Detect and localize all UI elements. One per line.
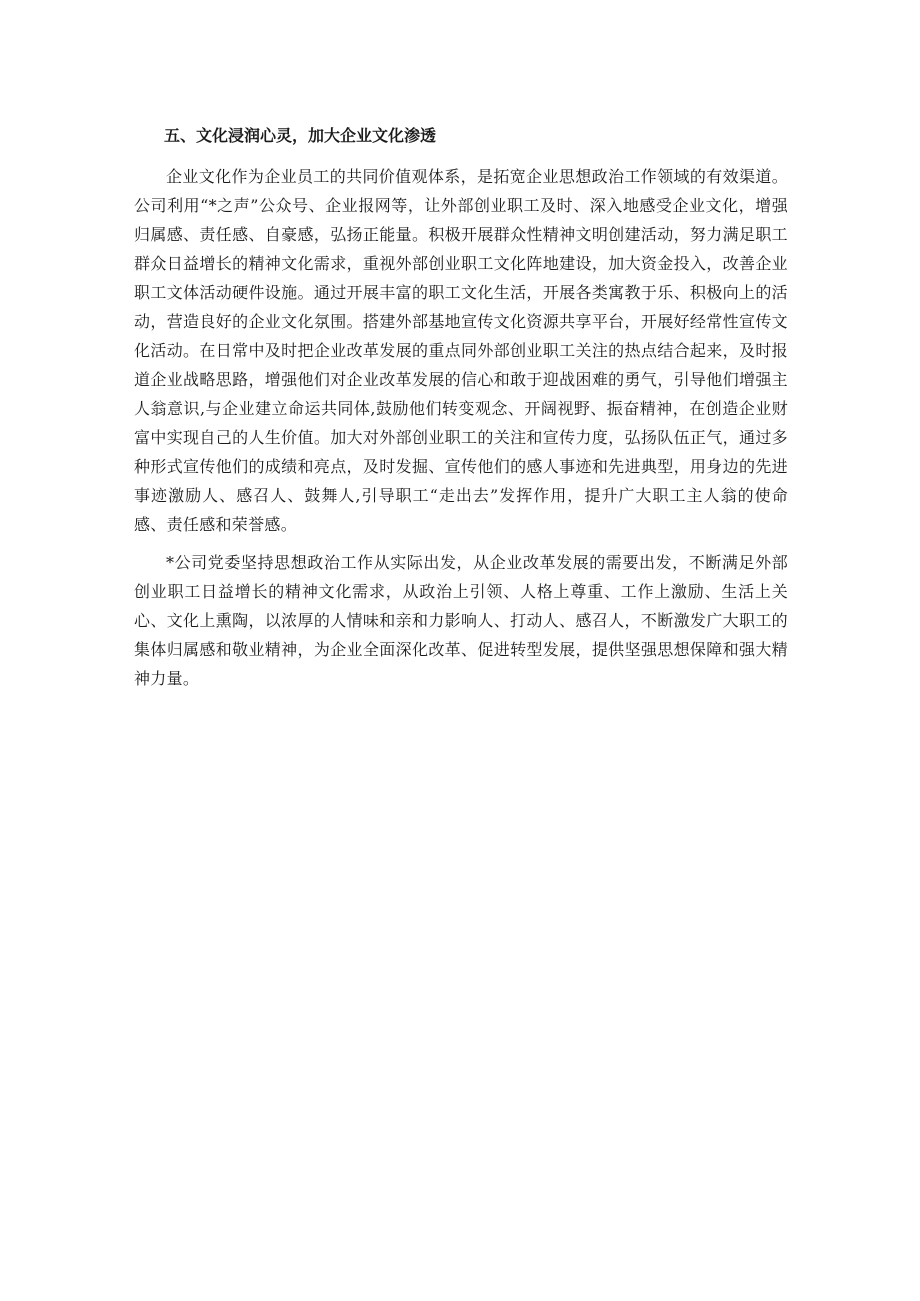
paragraph-corporate-culture: 企业文化作为企业员工的共同价值观体系，是拓宽企业思想政治工作领域的有效渠道。公司利用“*之声”公众号、企业报网等，让外部创业职工及时、深入地感受企业文化，增强归属感、责任感、自豪感，弘扬正能量。积极开展群众性精神文明创建活动，努力满足职工群众日益增长的精神文化需求，重视外部创业职工文化阵地建设，加大资金投入，改善企业职工文体活动硬件设施。通过开展丰富的职工文化生活，开展各类寓教于乐、积极向上的活动，营造良好的企业文化氛围。搭建外部基地宣传文化资源共享平台，开展好经常性宣传文化活动。在日常中及时把企业改革发展的重点同外部创业职工关注的热点结合起来，及时报道企业战略思路，增强他们对企业改革发展的信心和敢于迎战困难的勇气，引导他们增强主人翁意识,与企业建立命运共同体,鼓励他们转变观念、开阔视野、振奋精神，在创造企业财富中实现自己的人生价值。加大对外部创业职工的关注和宣传力度，弘扬队伍正气，通过多种形式宣传他们的成绩和亮点，及时发掘、宣传他们的感人事迹和先进典型，用身边的先进事迹激励人、感召人、鼓舞人,引导职工“走出去”发挥作用，提升广大职工主人翁的使命感、责任感和荣誉感。 [134,167,788,534]
section-heading: 五、文化浸润心灵，加大企业文化渗透 [164,126,437,145]
document-body [134,122,788,702]
paragraph-party-committee: *公司党委坚持思想政治工作从实际出发，从企业改革发展的需要出发，不断满足外部创业职工日益增长的精神文化需求，从政治上引领、人格上尊重、工作上激励、生活上关心、文化上熏陶，以浓厚的人情味和亲和力影响人、打动人、感召人，不断激发广大职工的集体归属感和敬业精神，为企业全面深化改革、促进转型发展，提供坚强思想保障和强大精神力量。 [134,553,788,688]
